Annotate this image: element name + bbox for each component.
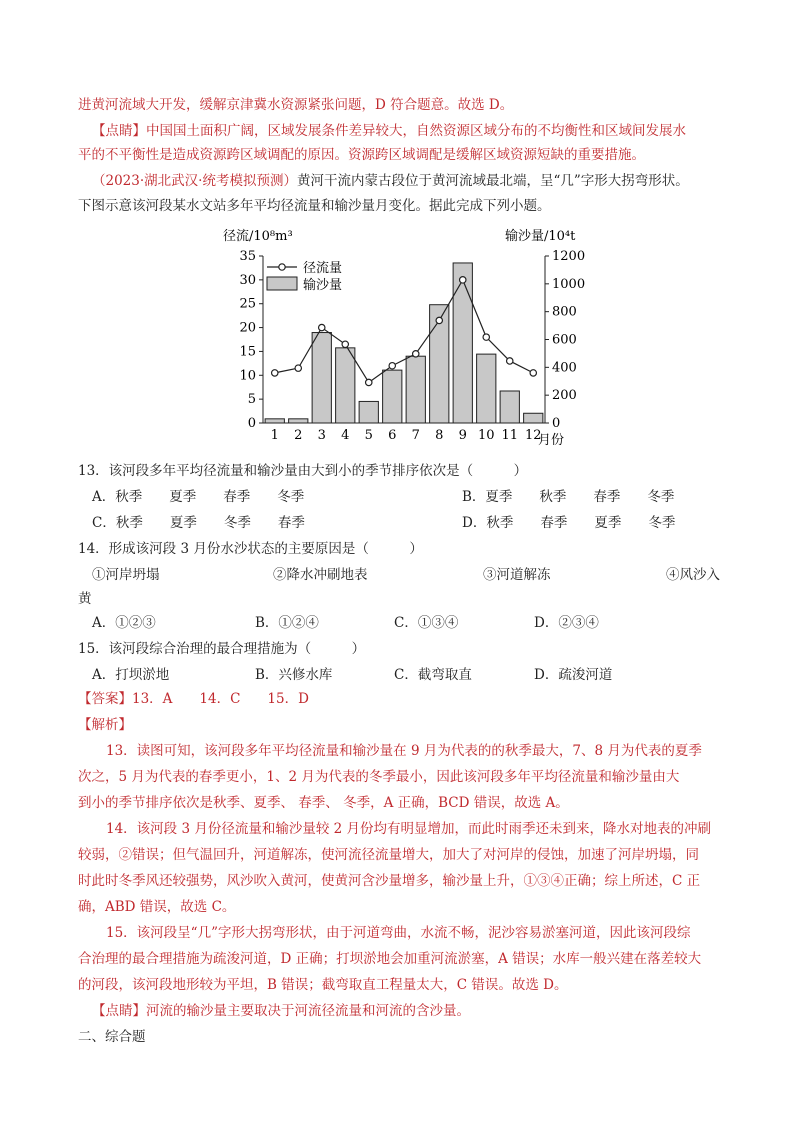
intro-line-a [92,172,689,190]
section-heading: 二、综合题 [78,1029,146,1045]
q14-option-a[interactable]: A．①②③ [92,615,156,631]
sediment-bar [265,419,284,423]
dianjing-1-text-a: 中国国土面积广阔，区域发展条件差异较大，自然资源区域分布的不均衡性和区域间发展水 [146,123,686,139]
sediment-bar [312,333,331,423]
q15-stem: 15．该河段综合治理的最合理措施为（ ） [78,641,366,657]
legend-line-marker [279,264,285,270]
q14-option-d[interactable]: D．②③④ [534,615,599,631]
sediment-bar [406,356,425,423]
q14-item-1: ①河岸坍塌 [92,567,160,583]
intro-line-b: 下图示意该河段某水文站多年平均径流量和输沙量月变化。据此完成下列小题。 [78,198,551,214]
left-tick-label: 5 [247,392,256,408]
sediment-bar [524,413,543,423]
sediment-bar [383,370,402,423]
analysis-13-line-b: 次之，5 月为代表的春季更小，1、2 月为代表的冬季最小，因此该河段多年平均径流量和输沙量由大 [78,769,680,785]
analysis-14-line-c: 时此时冬季风还较强势，风沙吹入黄河，使黄河含沙量增多，输沙量上升，①③④正确；综上所述，C 正 [78,873,701,889]
runoff-point [272,370,278,376]
answer-text: 13．A 14．C 15．D [132,691,309,707]
q13-option-d[interactable]: D．秋季 春季 夏季 冬季 [462,515,676,531]
sediment-bar [289,419,308,423]
analysis-14-line-d: 确，ABD 错误，故选 C。 [78,899,236,915]
continuation-line: 进黄河流域大开发，缓解京津冀水资源紧张问题，D 符合题意。故选 D。 [78,97,514,113]
analysis-14-line-a: 14．该河段 3 月份径流量和输沙量较 2 月份均有明显增加，而此时雨季还未到来，降水对地表的冲刷 [106,821,712,837]
q13-option-c[interactable]: C．秋季 夏季 冬季 春季 [92,515,305,531]
dianjing-1-line-b: 平的不平衡性是造成资源跨区域调配的原因。资源跨区域调配是缓解区域资源短缺的重要措施。 [78,147,645,163]
intro-text-a: 黄河干流内蒙古段位于黄河流域最北端，呈“几”字形大拐弯形状。 [296,173,689,189]
runoff-point [366,379,372,385]
left-tick-label: 35 [239,249,256,264]
q14-item-3: ③河道解冻 [483,567,551,583]
sediment-bar [477,354,496,423]
x-tick-label: 4 [341,428,350,443]
q14-item-4-wrap: 黄 [78,591,92,607]
analysis-13-line-a: 13．读图可知，该河段多年平均径流量和输沙量在 9 月为代表的的秋季最大，7、8 月为代表的夏季 [106,743,702,759]
analysis-tag: 【解析】 [78,717,132,733]
dianjing-1-tag: 【点睛】 [92,123,146,139]
analysis-14-line-b: 较弱，②错误；但气温回升，河道解冻，使河流径流量增大，加大了对河岸的侵蚀，加速了河岸坍塌，同 [78,847,699,863]
dianjing-2-text: 河流的输沙量主要取决于河流径流量和河流的含沙量。 [146,1003,470,1019]
answer-line [78,690,309,708]
x-tick-label: 6 [388,428,397,443]
intro-source: （2023·湖北武汉·统考模拟预测） [92,173,297,189]
runoff-point [413,351,419,357]
right-tick-label: 1000 [552,276,585,292]
q13-option-a[interactable]: A．秋季 夏季 春季 冬季 [92,489,305,505]
x-tick-label: 12 [524,428,542,443]
right-tick-label: 400 [552,360,577,376]
q15-option-d[interactable]: D．疏浚河道 [534,667,613,683]
answer-tag: 【答案】 [78,691,132,707]
runoff-point [389,363,395,369]
x-tick-label: 1 [270,428,279,443]
q13-option-b[interactable]: B．夏季 秋季 春季 冬季 [462,489,675,505]
right-tick-label: 200 [552,388,577,404]
runoff-point [342,341,348,347]
right-tick-label: 800 [552,304,577,320]
analysis-13-line-c: 到小的季节排序依次是秋季、夏季、 春季、 冬季，A 正确，BCD 错误，故选 A。 [78,795,569,811]
left-tick-label: 30 [239,272,256,288]
q15-option-a[interactable]: A．打坝淤地 [92,667,170,683]
dianjing-1-line-a [78,122,686,140]
x-tick-label: 9 [458,428,467,443]
runoff-point [530,370,536,376]
sediment-bar [359,401,378,423]
q15-option-b[interactable]: B．兴修水库 [255,667,333,683]
q14-option-c[interactable]: C．①③④ [394,615,459,631]
runoff-point [319,324,325,330]
dianjing-2-line [92,1002,470,1020]
q14-item-4: ④风沙入 [666,567,720,583]
left-axis-title: 径流/10⁸m³ [223,229,293,244]
legend [267,260,342,293]
right-tick-label: 1200 [552,249,585,264]
left-tick-label: 25 [239,296,256,312]
analysis-15-line-a: 15．该河段呈“几”字形大拐弯形状，由于河道弯曲，水流不畅，泥沙容易淤塞河道，因此该河段综 [106,925,691,941]
x-tick-label: 5 [364,428,373,443]
right-axis-title: 输沙量/10⁴t [505,229,576,244]
right-tick-label: 600 [552,332,577,348]
runoff-sediment-chart [215,222,585,452]
x-tick-label: 10 [477,428,495,443]
analysis-15-line-b: 合治理的最合理措施为疏浚河道，D 正确；打坝淤地会加重河流淤塞，A 错误；水库一般兴建在落差较大 [78,951,702,967]
x-tick-label: 11 [501,428,519,443]
legend-line-label: 径流量 [303,261,343,276]
legend-bar-label: 输沙量 [303,278,343,293]
q13-stem: 13．该河段多年平均径流量和输沙量由大到小的季节排序依次是（ ） [78,463,528,479]
right-tick-label: 0 [552,416,561,431]
x-tick-label: 7 [411,428,420,443]
q14-item-2: ②降水冲刷地表 [273,567,368,583]
sediment-bar [453,263,472,423]
runoff-point [436,317,442,323]
q15-option-c[interactable]: C．截弯取直 [394,667,472,683]
sediment-bar [336,348,355,423]
left-tick-label: 20 [239,320,256,336]
q14-option-b[interactable]: B．①②④ [255,615,319,631]
dianjing-2-tag: 【点睛】 [92,1003,146,1019]
runoff-point [460,277,466,283]
analysis-15-line-c: 的河段，该河段地形较为平坦，B 错误；截弯取直工程量太大，C 错误。故选 D。 [78,977,568,993]
left-tick-label: 15 [239,344,256,360]
left-tick-label: 0 [247,416,256,431]
sediment-bar [500,391,519,423]
legend-bar-swatch [267,277,297,290]
runoff-point [483,334,489,340]
x-axis-title: 月份 [538,433,565,448]
x-tick-label: 8 [435,428,444,443]
runoff-point [507,358,513,364]
runoff-point [295,365,301,371]
x-tick-label: 2 [294,428,303,443]
left-tick-label: 10 [239,368,256,384]
q14-stem: 14．形成该河段 3 月份水沙状态的主要原因是（ ） [78,541,423,557]
x-tick-label: 3 [317,428,326,443]
